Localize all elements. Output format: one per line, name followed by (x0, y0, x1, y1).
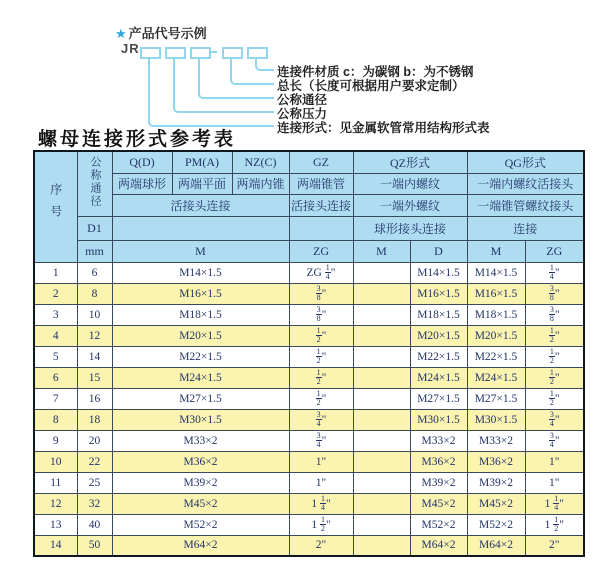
fraction: $\frac{1}{2}$ (316, 368, 321, 386)
cell-qg-zg: 1" (525, 472, 584, 493)
cell-qz-d: M27×1.5 (410, 388, 467, 409)
header-qz-d: D (410, 240, 467, 262)
cell-qz-d: M24×1.5 (410, 367, 467, 388)
cell-m: M33×2 (112, 430, 289, 451)
product-code-heading-text: 产品代号示例 (128, 26, 207, 41)
nut-connection-table (33, 150, 585, 557)
table-row (34, 346, 584, 367)
cell-qz-m (353, 388, 410, 409)
cell-gz-zg: $\frac{1}{2}$ " (289, 325, 353, 346)
cell-qz-m (353, 304, 410, 325)
cell-m: M27×1.5 (112, 388, 289, 409)
cell-m: M24×1.5 (112, 367, 289, 388)
fraction: $\frac{3}{4}$ (316, 410, 321, 428)
cell-qg-m: M20×1.5 (467, 325, 525, 346)
cell-m: M16×1.5 (112, 283, 289, 304)
cell-qz-m (353, 367, 410, 388)
cell-qg-zg: 1 $\frac{1}{2}$ " (525, 514, 584, 535)
fraction: $\frac{1}{2}$ (316, 389, 321, 407)
cell-gz-zg: $\frac{3}{4}$ " (289, 409, 353, 430)
table-row (34, 367, 584, 388)
header-qg-m: M (467, 240, 525, 262)
header-col-q: Q(D) (112, 151, 172, 173)
cell-qz-m (353, 262, 410, 283)
code-dash (209, 51, 217, 53)
cell-qz-d: M45×2 (410, 493, 467, 514)
cell-qg-m: M36×2 (467, 451, 525, 472)
code-label-length: 总长（长度可根据用户要求定制） (277, 79, 465, 93)
header-zg-gz: ZG (289, 240, 353, 262)
code-label-diameter: 公称通径 (277, 93, 328, 107)
cell-dn: 6 (77, 262, 112, 283)
table-row (34, 304, 584, 325)
fraction: $\frac{1}{2}$ (554, 515, 559, 533)
header-col-qg: QG形式 (467, 151, 584, 173)
cell-qg-m: M64×2 (467, 535, 525, 556)
cell-m: M64×2 (112, 535, 289, 556)
cell-qg-m: M14×1.5 (467, 262, 525, 283)
cell-no: 14 (34, 535, 77, 556)
header-d1: D1 (77, 216, 112, 240)
cell-qz-m (353, 409, 410, 430)
cell-dn: 32 (77, 493, 112, 514)
fraction: $\frac{1}{4}$ (549, 263, 554, 281)
cell-dn: 18 (77, 409, 112, 430)
cell-qg-zg: $\frac{1}{2}$ " (525, 346, 584, 367)
header-qz-desc1: 一端内螺纹 (353, 173, 467, 194)
header-qz-desc2: 一端外螺纹 (353, 194, 467, 216)
fraction: $\frac{3}{8}$ (549, 284, 554, 302)
header-gz-conn: 活接头连接 (289, 194, 353, 216)
cell-qg-zg: $\frac{1}{2}$ " (525, 325, 584, 346)
header-q-desc: 两端球形 (112, 173, 172, 194)
header-m-span: M (112, 240, 289, 262)
cell-qz-d: M33×2 (410, 430, 467, 451)
cell-qz-m (353, 535, 410, 556)
cell-qg-zg: 1 $\frac{1}{4}$ " (525, 493, 584, 514)
cell-no: 7 (34, 388, 77, 409)
cell-qz-m (353, 514, 410, 535)
header-span-conn: 活接头连接 (112, 194, 289, 216)
cell-m: M30×1.5 (112, 409, 289, 430)
cell-qz-d: M36×2 (410, 451, 467, 472)
cell-gz-zg: 1 $\frac{1}{2}$ " (289, 514, 353, 535)
header-xuhao: 序号 (34, 151, 77, 262)
cell-qz-m (353, 472, 410, 493)
connector-line-form (255, 57, 274, 71)
cell-gz-zg: $\frac{3}{8}$ " (289, 283, 353, 304)
header-nz-desc: 两端内锥 (232, 173, 289, 194)
cell-qz-d: M30×1.5 (410, 409, 467, 430)
cell-qz-m (353, 346, 410, 367)
header-blank-span (112, 216, 289, 240)
fraction: $\frac{1}{4}$ (325, 263, 330, 281)
cell-qg-zg: 2" (525, 535, 584, 556)
cell-dn: 14 (77, 346, 112, 367)
cell-qz-m (353, 325, 410, 346)
cell-qz-d: M20×1.5 (410, 325, 467, 346)
header-col-gz: GZ (289, 151, 353, 173)
cell-dn: 50 (77, 535, 112, 556)
fraction: $\frac{1}{4}$ (320, 494, 325, 512)
fraction: $\frac{1}{2}$ (549, 347, 554, 365)
fraction: $\frac{1}{2}$ (320, 515, 325, 533)
cell-qg-m: M24×1.5 (467, 367, 525, 388)
header-qz-m: M (353, 240, 410, 262)
fraction: $\frac{1}{2}$ (549, 326, 554, 344)
cell-dn: 16 (77, 388, 112, 409)
cell-gz-zg: 1" (289, 451, 353, 472)
cell-qg-m: M33×2 (467, 430, 525, 451)
cell-dn: 25 (77, 472, 112, 493)
cell-m: M52×2 (112, 514, 289, 535)
table-row (34, 535, 584, 556)
cell-gz-zg: $\frac{3}{8}$ " (289, 304, 353, 325)
cell-qg-m: M52×2 (467, 514, 525, 535)
cell-qg-m: M39×2 (467, 472, 525, 493)
cell-gz-zg: 1 $\frac{1}{4}$ " (289, 493, 353, 514)
cell-dn: 40 (77, 514, 112, 535)
cell-m: M18×1.5 (112, 304, 289, 325)
cell-qg-m: M22×1.5 (467, 346, 525, 367)
cell-qz-m (353, 451, 410, 472)
header-qz-conn: 球形接头连接 (353, 216, 467, 240)
cell-qg-zg: $\frac{3}{4}$ " (525, 409, 584, 430)
cell-no: 3 (34, 304, 77, 325)
cell-qg-zg: $\frac{3}{4}$ " (525, 430, 584, 451)
cell-no: 12 (34, 493, 77, 514)
cell-m: M22×1.5 (112, 346, 289, 367)
cell-qg-m: M27×1.5 (467, 388, 525, 409)
cell-qz-d: M64×2 (410, 535, 467, 556)
cell-qg-m: M45×2 (467, 493, 525, 514)
cell-dn: 22 (77, 451, 112, 472)
cell-gz-zg: ZG $\frac{1}{4}$ " (289, 262, 353, 283)
header-qg-desc1: 一端内螺纹活接头 (467, 173, 584, 194)
fraction: $\frac{3}{4}$ (549, 431, 554, 449)
cell-qz-d: M22×1.5 (410, 346, 467, 367)
code-label-pressure: 公称压力 (277, 107, 328, 121)
cell-qg-zg: $\frac{1}{2}$ " (525, 388, 584, 409)
header-pm-desc: 两端平面 (172, 173, 232, 194)
table-row (34, 283, 584, 304)
cell-dn: 12 (77, 325, 112, 346)
table-row (34, 514, 584, 535)
code-label-form: 连接形式：见金属软管常用结构形式表 (277, 121, 490, 135)
header-col-pm: PM(A) (172, 151, 232, 173)
cell-dn: 15 (77, 367, 112, 388)
cell-dn: 20 (77, 430, 112, 451)
fraction: $\frac{1}{2}$ (316, 326, 321, 344)
cell-qz-d: M39×2 (410, 472, 467, 493)
cell-no: 2 (34, 283, 77, 304)
header-gz-desc: 两端锥管 (289, 173, 353, 194)
fraction: $\frac{3}{4}$ (316, 431, 321, 449)
table-row (34, 409, 584, 430)
cell-gz-zg: $\frac{1}{2}$ " (289, 388, 353, 409)
cell-qg-m: M16×1.5 (467, 283, 525, 304)
cell-m: M20×1.5 (112, 325, 289, 346)
header-col-nz: NZ(C) (232, 151, 289, 173)
fraction: $\frac{1}{4}$ (554, 494, 559, 512)
star-icon: ★ (115, 26, 127, 41)
cell-no: 4 (34, 325, 77, 346)
table-row (34, 451, 584, 472)
product-code-prefix: JR (121, 41, 140, 56)
code-label-material: 连接件材质 c：为碳钢 b：为不锈钢 (277, 65, 474, 79)
header-tongjing: 公称通径 (77, 151, 112, 216)
cell-m: M14×1.5 (112, 262, 289, 283)
cell-qz-d: M16×1.5 (410, 283, 467, 304)
fraction: $\frac{3}{8}$ (316, 284, 321, 302)
cell-no: 11 (34, 472, 77, 493)
table-row (34, 430, 584, 451)
cell-qz-m (353, 493, 410, 514)
cell-m: M45×2 (112, 493, 289, 514)
cell-dn: 8 (77, 283, 112, 304)
cell-no: 8 (34, 409, 77, 430)
table-header (34, 151, 584, 262)
cell-gz-zg: 2" (289, 535, 353, 556)
fraction: $\frac{3}{4}$ (549, 410, 554, 428)
cell-no: 5 (34, 346, 77, 367)
cell-qg-m: M30×1.5 (467, 409, 525, 430)
cell-no: 9 (34, 430, 77, 451)
cell-gz-zg: 1" (289, 472, 353, 493)
cell-qg-zg: $\frac{3}{8}$ " (525, 304, 584, 325)
cell-m: M39×2 (112, 472, 289, 493)
cell-m: M36×2 (112, 451, 289, 472)
fraction: $\frac{3}{8}$ (316, 305, 321, 323)
cell-qg-zg: 1" (525, 451, 584, 472)
fraction: $\frac{1}{2}$ (316, 347, 321, 365)
cell-qg-zg: $\frac{1}{4}$ " (525, 262, 584, 283)
table-body (34, 262, 584, 556)
fraction: $\frac{3}{8}$ (549, 305, 554, 323)
header-col-qz: QZ形式 (353, 151, 467, 173)
table-row (34, 262, 584, 283)
fraction: $\frac{1}{2}$ (549, 368, 554, 386)
cell-no: 6 (34, 367, 77, 388)
header-blank-gz (289, 216, 353, 240)
header-mm: mm (77, 240, 112, 262)
cell-qg-zg: $\frac{3}{8}$ " (525, 283, 584, 304)
cell-gz-zg: $\frac{1}{2}$ " (289, 367, 353, 388)
cell-qg-m: M18×1.5 (467, 304, 525, 325)
cell-qz-d: M14×1.5 (410, 262, 467, 283)
table-row (34, 388, 584, 409)
header-qg-conn: 连接 (467, 216, 584, 240)
header-qg-desc2: 一端锥管螺纹接头 (467, 194, 584, 216)
cell-qg-zg: $\frac{1}{2}$ " (525, 367, 584, 388)
cell-dn: 10 (77, 304, 112, 325)
cell-gz-zg: $\frac{3}{4}$ " (289, 430, 353, 451)
table-row (34, 325, 584, 346)
cell-qz-m (353, 283, 410, 304)
table-row (34, 472, 584, 493)
header-qg-zg: ZG (525, 240, 584, 262)
table-title: 螺母连接形式参考表 (38, 128, 237, 150)
cell-no: 13 (34, 514, 77, 535)
cell-gz-zg: $\frac{1}{2}$ " (289, 346, 353, 367)
cell-no: 1 (34, 262, 77, 283)
cell-qz-d: M52×2 (410, 514, 467, 535)
fraction: $\frac{1}{2}$ (549, 389, 554, 407)
cell-qz-m (353, 430, 410, 451)
cell-qz-d: M18×1.5 (410, 304, 467, 325)
cell-no: 10 (34, 451, 77, 472)
product-code-heading (115, 23, 207, 42)
table-row (34, 493, 584, 514)
